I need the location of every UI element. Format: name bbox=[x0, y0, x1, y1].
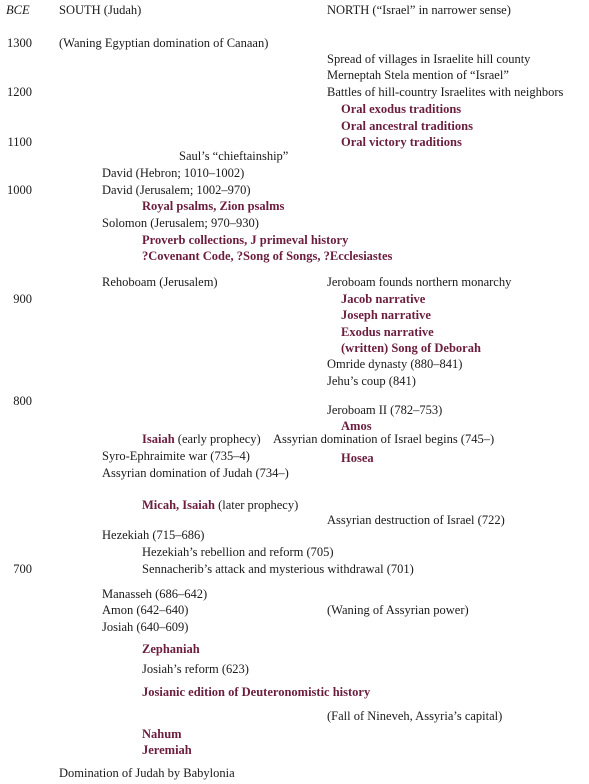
prophet-entry: Zephaniah bbox=[142, 642, 200, 656]
timeline-entry: Jehu’s coup (841) bbox=[327, 374, 416, 388]
tradition-entry: Oral ancestral traditions bbox=[341, 119, 473, 133]
prophecy-line bbox=[142, 432, 261, 447]
prophecy-period: (later prophecy) bbox=[218, 498, 299, 512]
literature-entry: Jacob narrative bbox=[341, 292, 426, 306]
timeline-entry: (Waning Egyptian domination of Canaan) bbox=[59, 36, 269, 50]
timeline-entry: Merneptah Stela mention of “Israel” bbox=[327, 68, 509, 82]
tradition-entry: Oral victory traditions bbox=[341, 135, 462, 149]
literature-entry: Royal psalms, Zion psalms bbox=[142, 199, 285, 213]
prophet-entry: Jeremiah bbox=[142, 743, 192, 757]
timeline-entry: (Waning of Assyrian power) bbox=[327, 603, 469, 617]
prophecy-line bbox=[142, 498, 298, 513]
timeline-entry: Battles of hill-country Israelites with neighbors bbox=[327, 85, 564, 99]
literature-entry: Josianic edition of Deuteronomistic history bbox=[142, 685, 371, 699]
year-label: 1200 bbox=[7, 85, 32, 99]
year-label: 1100 bbox=[7, 135, 32, 149]
timeline-entry: Saul’s “chieftainship” bbox=[179, 149, 289, 163]
timeline-entry: Solomon (Jerusalem; 970–930) bbox=[102, 216, 259, 230]
timeline-entry: Syro-Ephraimite war (735–4) bbox=[102, 449, 250, 463]
timeline-entry: (Fall of Nineveh, Assyria’s capital) bbox=[327, 709, 503, 723]
timeline-entry: Assyrian destruction of Israel (722) bbox=[327, 513, 505, 527]
timeline-entry: Assyrian domination of Judah (734–) bbox=[102, 466, 289, 480]
year-label: 800 bbox=[13, 394, 32, 408]
timeline-entry: Josiah’s reform (623) bbox=[142, 662, 249, 676]
prophet-name: Isaiah bbox=[142, 432, 175, 446]
timeline-entry: Amon (642–640) bbox=[102, 603, 189, 617]
literature-entry: Joseph narrative bbox=[341, 308, 431, 322]
timeline-entry: Rehoboam (Jerusalem) bbox=[102, 275, 218, 289]
literature-entry: Proverb collections, J primeval history bbox=[142, 233, 349, 247]
prophet-names: Micah, Isaiah bbox=[142, 498, 215, 512]
tradition-entry: Oral exodus traditions bbox=[341, 102, 462, 116]
timeline-entry: Josiah (640–609) bbox=[102, 620, 189, 634]
timeline-entry: Domination of Judah by Babylonia bbox=[59, 766, 235, 780]
literature-entry: ?Covenant Code, ?Song of Songs, ?Ecclesiastes bbox=[142, 249, 393, 263]
year-label: 1300 bbox=[7, 36, 32, 50]
south-column-heading: SOUTH (Judah) bbox=[59, 3, 142, 17]
prophet-entry: Hosea bbox=[341, 451, 374, 465]
timeline-entry: Spread of villages in Israelite hill county bbox=[327, 52, 531, 66]
timeline-entry: David (Hebron; 1010–1002) bbox=[102, 166, 245, 180]
timeline-entry: Hezekiah (715–686) bbox=[102, 528, 205, 542]
timeline-entry: Manasseh (686–642) bbox=[102, 587, 208, 601]
prophet-entry: Nahum bbox=[142, 727, 182, 741]
year-label: 900 bbox=[13, 292, 32, 306]
timeline-entry: Jeroboam founds northern monarchy bbox=[327, 275, 512, 289]
timeline-entry: Omride dynasty (880–841) bbox=[327, 357, 463, 371]
literature-entry: (written) Song of Deborah bbox=[341, 341, 481, 355]
timeline-entry: Jeroboam II (782–753) bbox=[327, 403, 443, 417]
north-column-heading: NORTH (“Israel” in narrower sense) bbox=[327, 3, 511, 17]
timeline-entry: Assyrian domination of Israel begins (745–) bbox=[273, 432, 495, 446]
era-label: BCE bbox=[6, 3, 30, 17]
year-label: 1000 bbox=[7, 183, 32, 197]
timeline-entry: Sennacherib’s attack and mysterious withdrawal (701) bbox=[142, 562, 414, 576]
year-label: 700 bbox=[13, 562, 32, 576]
timeline-entry: David (Jerusalem; 1002–970) bbox=[102, 183, 251, 197]
prophecy-period: (early prophecy) bbox=[177, 432, 261, 446]
literature-entry: Exodus narrative bbox=[341, 325, 434, 339]
timeline-entry: Hezekiah’s rebellion and reform (705) bbox=[142, 545, 334, 559]
prophet-entry: Amos bbox=[341, 419, 372, 433]
